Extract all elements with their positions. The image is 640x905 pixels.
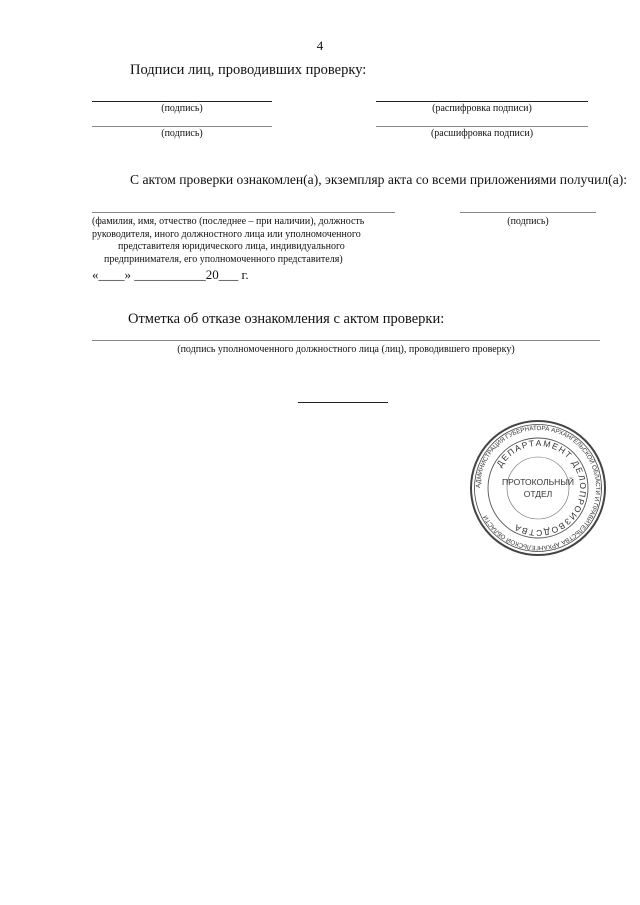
acquaintance-heading: С актом проверки ознакомлен(а), экземпляр акта со всеми приложениями получил(а): — [130, 172, 628, 187]
decode-caption-1: (распифровка подписи) — [432, 103, 532, 114]
official-seal — [468, 418, 608, 558]
person-caption-line-4: предпринимателя, его уполномоченного представителя) — [104, 253, 343, 265]
decode-caption-2: (расшифровка подписи) — [430, 128, 534, 139]
refusal-heading: Отметка об отказе ознакомления с актом проверки: — [128, 311, 445, 327]
end-separator — [298, 402, 388, 403]
refusal-line — [92, 340, 600, 341]
seal-outer-text: АДМИНИСТРАЦИЯ ГУБЕРНАТОРА АРХАНГЕЛЬСКОЙ ОБЛАСТИ И ПРАВИТЕЛЬСТВА АРХАНГЕЛЬСКОЙ ОБЛАСТИ — [474, 424, 602, 552]
person-caption-line-3: представителя юридического лица, индивидуального — [118, 241, 345, 252]
person-caption-line-2: руководителя, иного должностного лица или уполномоченного — [92, 228, 361, 240]
decode-line-2 — [376, 126, 588, 127]
seal-inner-ring — [507, 457, 569, 519]
acquaintance-signature-caption: (подпись) — [507, 216, 549, 227]
signatures-heading: Подписи лиц, проводивших проверку: — [130, 62, 367, 78]
signature-caption-1: (подпись) — [161, 103, 203, 114]
acquaintance-signature-line — [460, 212, 596, 213]
seal-inner-text: ДЕПАРТАМЕНТ ДЕЛОПРОИЗВОДСТВА — [494, 437, 589, 539]
signature-line-2 — [92, 126, 272, 127]
seal-center-line-2: ОТДЕЛ — [523, 489, 553, 499]
date-line: «____» ___________20___ г. — [92, 267, 249, 282]
decode-line-1 — [376, 101, 588, 102]
signature-caption-2: (подпись) — [161, 128, 203, 139]
signature-line-1 — [92, 101, 272, 102]
person-line — [92, 212, 395, 213]
page-number: 4 — [316, 38, 324, 53]
person-caption-line-1: (фамилия, имя, отчество (последнее – при наличии), должность — [92, 216, 365, 227]
refusal-caption: (подпись уполномоченного должностного лица (лиц), проводившего проверку) — [177, 344, 515, 355]
seal-center-line-1: ПРОТОКОЛЬНЫЙ — [502, 477, 574, 487]
